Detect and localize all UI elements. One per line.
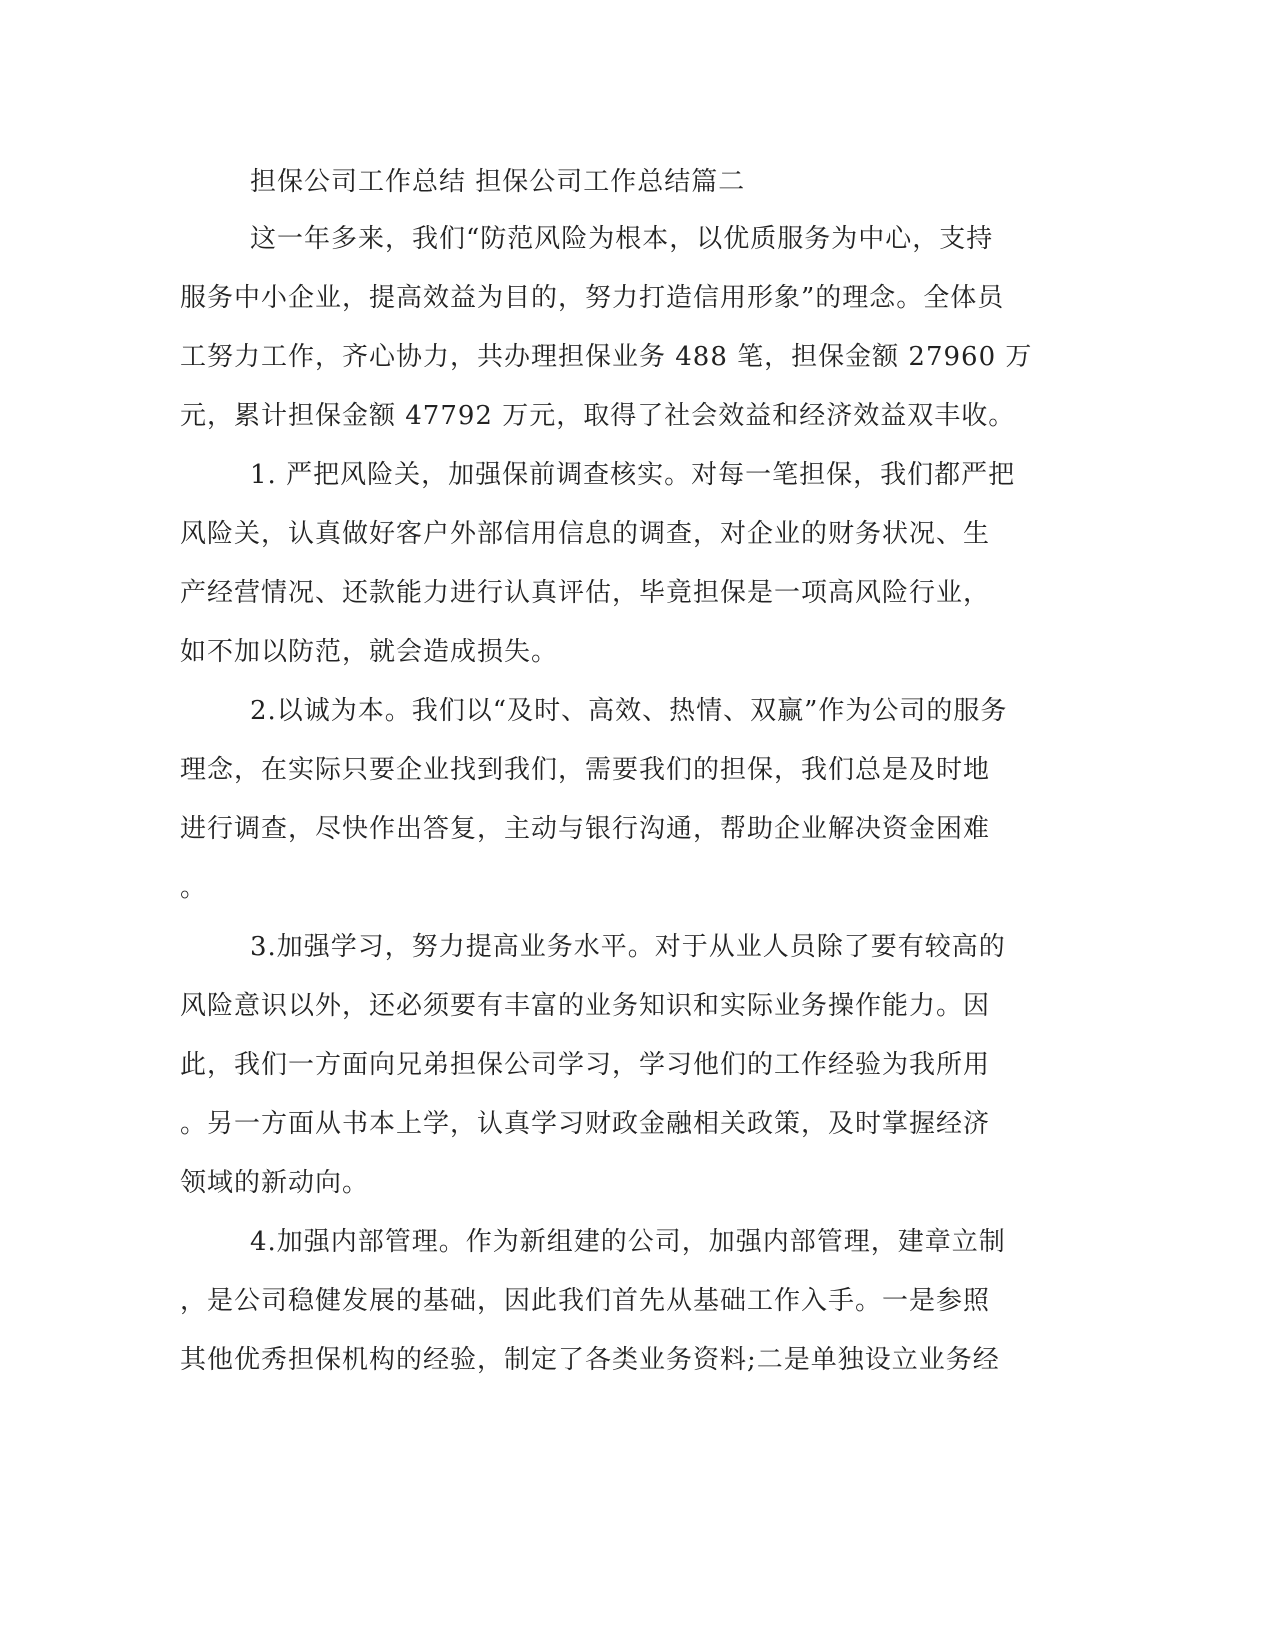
paragraph-line: 风险关，认真做好客户外部信用信息的调查，对企业的财务状况、生 [180,519,991,549]
paragraph-line: 。另一方面从书本上学，认真学习财政金融相关政策，及时掌握经济 [180,1109,991,1139]
paragraph-line: 工努力工作，齐心协力，共办理担保业务 488 笔，担保金额 27960 万 [180,342,1033,372]
paragraph-line: 理念，在实际只要企业找到我们，需要我们的担保，我们总是及时地 [180,755,991,785]
paragraph-line: 服务中小企业，提高效益为目的，努力打造信用形象”的理念。全体员 [180,283,1005,313]
paragraph-line: 此，我们一方面向兄弟担保公司学习，学习他们的工作经验为我所用 [180,1050,991,1080]
paragraph-line: 产经营情况、还款能力进行认真评估，毕竟担保是一项高风险行业， [180,578,991,608]
paragraph-line: 1. 严把风险关，加强保前调查核实。对每一笔担保，我们都严把 [250,460,1016,490]
paragraph-line: 4.加强内部管理。作为新组建的公司，加强内部管理，建章立制 [250,1227,1006,1257]
paragraph-line: 风险意识以外，还必须要有丰富的业务知识和实际业务操作能力。因 [180,991,991,1021]
paragraph-line: 进行调查，尽快作出答复，主动与银行沟通，帮助企业解决资金困难 [180,814,991,844]
paragraph-line: 其他优秀担保机构的经验，制定了各类业务资料;二是单独设立业务经 [180,1345,1000,1375]
paragraph-line: 3.加强学习，努力提高业务水平。对于从业人员除了要有较高的 [250,932,1006,962]
paragraph-line: ，是公司稳健发展的基础，因此我们首先从基础工作入手。一是参照 [180,1286,991,1316]
paragraph-line: 如不加以防范，就会造成损失。 [180,637,559,667]
paragraph-line: 。 [180,873,208,903]
paragraph-line: 2.以诚为本。我们以“及时、高效、热情、双赢”作为公司的服务 [250,696,1008,726]
paragraph-line: 领域的新动向。 [180,1168,370,1198]
paragraph-line: 这一年多来，我们“防范风险为根本，以优质服务为中心，支持 [250,224,994,254]
page-title: 担保公司工作总结 担保公司工作总结篇二 [250,167,746,197]
paragraph-line: 元，累计担保金额 47792 万元，取得了社会效益和经济效益双丰收。 [180,401,1016,431]
